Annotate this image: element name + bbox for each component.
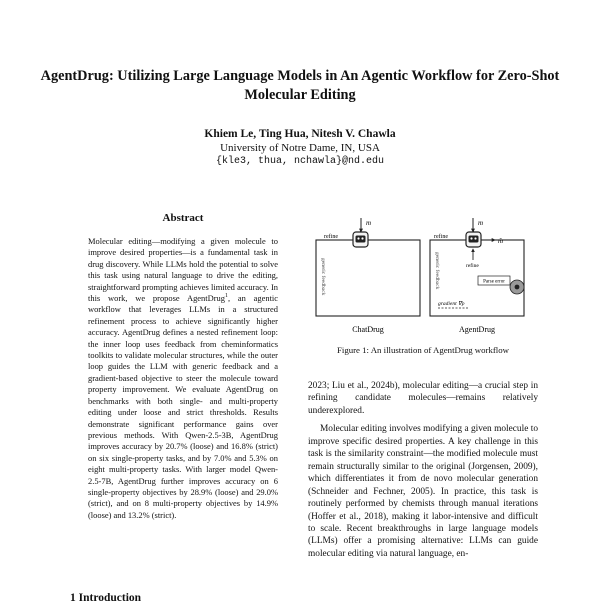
abstract-text-part1: Molecular editing—modifying a given molecule to improve desired properties—is a fundamental task in drug discovery. While LLMs hold the potential to solve this task using natural language to drive the editing, straightforward prompting achieves limited accuracy. In this work, we propose AgentDrug	[88, 236, 278, 304]
robot-icon	[466, 230, 481, 247]
agentdrug-outer-refine-label: refine	[434, 234, 448, 240]
robot-icon	[353, 230, 368, 247]
agentdrug-refine-label: refine	[466, 263, 479, 269]
chatdrug-panel	[316, 218, 420, 334]
abstract-heading: Abstract	[162, 212, 204, 224]
chatdrug-loop-box	[316, 240, 420, 316]
chatdrug-input-label: m	[366, 219, 372, 227]
abstract-text-part2: , an agentic workflow that leverages LLMs in a structured refinement process to achieve significantly higher accuracy. AgentDrug defines a nested refinement loop: the inner loop uses feedback from cheminformatics toolkits to validate molecular structures, while the outer loop guides the LLM with generic feedback and a gradient-based objective to steer the molecule toward property improvement. We evaluate AgentDrug on benchmarks with both single- and multi-property editing under loose and strict thresholds. Results demonstrate significant performance gains over previous methods. With Qwen-2.5-3B, AgentDrug improves accuracy by 20.7% (loose) and 16.8% (strict) on six single-property tasks, and by 7.0% and 5.3% on eight multi-property tasks. With larger model Qwen-2.5-7B, AgentDrug further improves accuracy on 6 single-property objectives by 28.9% (loose) and 29.0% (strict), and on 8 multi-property objectives by 14.9% (loose) and 13.2% (strict).	[88, 293, 278, 520]
body-paragraph-1: 2023; Liu et al., 2024b), molecular editing—a crucial step in refining candidate molecules—remains relatively underexplored.	[308, 381, 538, 416]
agentdrug-feedback-label: generic feedback	[434, 252, 440, 290]
parser-label: Parse error	[483, 279, 505, 285]
paper-title: AgentDrug: Utilizing Large Language Models in An Agentic Workflow for Zero-Shot Molecular Editing	[40, 68, 560, 103]
chatdrug-refine-label: refine	[324, 234, 338, 240]
figure-agentdrug-workflow	[308, 212, 538, 342]
footnote-mark: 1	[224, 293, 228, 300]
toolkit-icon	[510, 280, 524, 294]
body-text-right-column	[308, 380, 538, 566]
figure-caption: Figure 1: An illustration of AgentDrug workflow	[336, 345, 509, 355]
agentdrug-output-label: m̂	[498, 237, 504, 245]
chatdrug-label: ChatDrug	[352, 325, 384, 334]
chatdrug-feedback-label: generic feedback	[320, 258, 326, 296]
section-heading-introduction: 1 Introduction	[70, 592, 142, 604]
abstract-text	[88, 236, 278, 521]
gradient-label: gradient ∇p	[438, 301, 465, 307]
agentdrug-label: AgentDrug	[459, 325, 495, 334]
paper-authors: Khiem Le, Ting Hua, Nitesh V. Chawla	[204, 128, 396, 140]
agentdrug-panel	[430, 218, 524, 334]
paper-affiliation: University of Notre Dame, IN, USA	[220, 142, 380, 154]
paper-email: {kle3, thua, nchawla}@nd.edu	[215, 156, 385, 167]
body-paragraph-2: Molecular editing involves modifying a given molecule to improve specific desired properties. A key challenge in this task is the similarity constraint—the modified molecule must remain structurally similar to the original (Jorgensen, 2009), which differentiates it from de novo molecular generation (Schneider and Fechner, 2005). In practice, this task is routinely performed by chemists through manual iterations (Hoffer et al., 2018), making it labor-intensive and difficult to scale. Recent breakthroughs in large language models (LLMs) offer a promising alternative: LLMs can guide molecular editing via natural language, en-	[308, 424, 538, 559]
agentdrug-input-label: m	[478, 219, 484, 227]
